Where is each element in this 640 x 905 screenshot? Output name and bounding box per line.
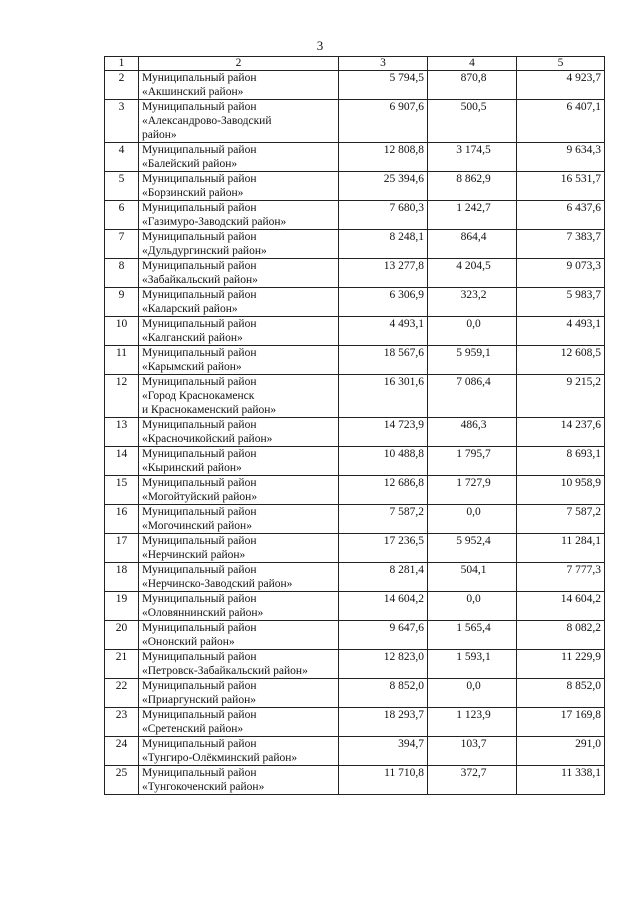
district-name-line: «Калганский район» bbox=[142, 332, 243, 344]
district-name-line: Муниципальный район bbox=[142, 738, 257, 750]
district-name-line: район» bbox=[142, 129, 177, 141]
district-name-line: Муниципальный район bbox=[142, 651, 257, 663]
value-col-4: 870,8 bbox=[428, 71, 517, 100]
value-col-4: 1 565,4 bbox=[428, 621, 517, 650]
district-name-line: Муниципальный район bbox=[142, 72, 257, 84]
district-name-line: Муниципальный район bbox=[142, 318, 257, 330]
value-col-4: 1 727,9 bbox=[428, 476, 517, 505]
value-col-5: 10 958,9 bbox=[517, 476, 605, 505]
value-col-3: 12 823,0 bbox=[339, 650, 428, 679]
district-name-line: «Газимуро-Заводский район» bbox=[142, 216, 287, 228]
district-name bbox=[139, 201, 339, 230]
value-col-4: 1 242,7 bbox=[428, 201, 517, 230]
district-name bbox=[139, 346, 339, 375]
value-col-3: 17 236,5 bbox=[339, 534, 428, 563]
row-number: 17 bbox=[105, 534, 139, 563]
table-row bbox=[105, 201, 605, 230]
row-number: 21 bbox=[105, 650, 139, 679]
value-col-5: 8 082,2 bbox=[517, 621, 605, 650]
page-number: 3 bbox=[316, 38, 324, 53]
district-name-line: Муниципальный район bbox=[142, 564, 257, 576]
row-number: 16 bbox=[105, 505, 139, 534]
value-col-4: 103,7 bbox=[428, 737, 517, 766]
value-col-5: 9 634,3 bbox=[517, 143, 605, 172]
value-col-5: 8 693,1 bbox=[517, 447, 605, 476]
header-cell-4: 4 bbox=[428, 57, 517, 71]
value-col-5: 6 437,6 bbox=[517, 201, 605, 230]
district-name-line: Муниципальный район bbox=[142, 506, 257, 518]
value-col-3: 5 794,5 bbox=[339, 71, 428, 100]
district-name-line: «Тунгиро-Олёкминский район» bbox=[142, 752, 298, 764]
value-col-3: 7 587,2 bbox=[339, 505, 428, 534]
district-name-line: Муниципальный район bbox=[142, 477, 257, 489]
row-number: 19 bbox=[105, 592, 139, 621]
district-name-line: Муниципальный район bbox=[142, 260, 257, 272]
value-col-4: 372,7 bbox=[428, 766, 517, 795]
district-name-line: Муниципальный район bbox=[142, 535, 257, 547]
value-col-4: 3 174,5 bbox=[428, 143, 517, 172]
header-row bbox=[105, 57, 605, 71]
value-col-3: 16 301,6 bbox=[339, 375, 428, 418]
value-col-5: 17 169,8 bbox=[517, 708, 605, 737]
district-name bbox=[139, 418, 339, 447]
district-name-line: «Александрово-Заводский bbox=[142, 115, 272, 127]
value-col-4: 5 959,1 bbox=[428, 346, 517, 375]
value-col-5: 8 852,0 bbox=[517, 679, 605, 708]
table-row bbox=[105, 476, 605, 505]
table-row bbox=[105, 259, 605, 288]
value-col-5: 12 608,5 bbox=[517, 346, 605, 375]
table-row bbox=[105, 143, 605, 172]
value-col-4: 504,1 bbox=[428, 563, 517, 592]
value-col-5: 7 587,2 bbox=[517, 505, 605, 534]
header-cell-3: 3 bbox=[339, 57, 428, 71]
value-col-4: 0,0 bbox=[428, 679, 517, 708]
district-name-line: Муниципальный район bbox=[142, 448, 257, 460]
value-col-5: 5 983,7 bbox=[517, 288, 605, 317]
district-name-line: «Нерчинско-Заводский район» bbox=[142, 578, 293, 590]
table-row bbox=[105, 592, 605, 621]
district-name-line: Муниципальный район bbox=[142, 376, 257, 388]
district-name bbox=[139, 317, 339, 346]
district-name-line: «Борзинский район» bbox=[142, 187, 244, 199]
value-col-5: 9 215,2 bbox=[517, 375, 605, 418]
value-col-5: 9 073,3 bbox=[517, 259, 605, 288]
district-name bbox=[139, 650, 339, 679]
table-row bbox=[105, 737, 605, 766]
district-name-line: Муниципальный район bbox=[142, 202, 257, 214]
table-row bbox=[105, 172, 605, 201]
row-number: 15 bbox=[105, 476, 139, 505]
row-number: 10 bbox=[105, 317, 139, 346]
row-number: 3 bbox=[105, 100, 139, 143]
value-col-5: 6 407,1 bbox=[517, 100, 605, 143]
value-col-3: 14 604,2 bbox=[339, 592, 428, 621]
value-col-4: 0,0 bbox=[428, 317, 517, 346]
district-name bbox=[139, 621, 339, 650]
district-name bbox=[139, 230, 339, 259]
value-col-5: 11 338,1 bbox=[517, 766, 605, 795]
row-number: 23 bbox=[105, 708, 139, 737]
table-row bbox=[105, 563, 605, 592]
table-row bbox=[105, 447, 605, 476]
value-col-3: 6 306,9 bbox=[339, 288, 428, 317]
table-row bbox=[105, 679, 605, 708]
value-col-5: 14 237,6 bbox=[517, 418, 605, 447]
district-name-line: «Ононский район» bbox=[142, 636, 235, 648]
value-col-3: 12 808,8 bbox=[339, 143, 428, 172]
district-name-line: «Сретенский район» bbox=[142, 723, 244, 735]
district-name-line: «Забайкальский район» bbox=[142, 274, 258, 286]
district-name bbox=[139, 766, 339, 795]
table-row bbox=[105, 650, 605, 679]
district-name bbox=[139, 708, 339, 737]
value-col-5: 11 284,1 bbox=[517, 534, 605, 563]
value-col-5: 291,0 bbox=[517, 737, 605, 766]
value-col-3: 6 907,6 bbox=[339, 100, 428, 143]
district-name-line: «Могочинский район» bbox=[142, 520, 252, 532]
district-name-line: «Каларский район» bbox=[142, 303, 238, 315]
district-name bbox=[139, 143, 339, 172]
row-number: 12 bbox=[105, 375, 139, 418]
district-name-line: «Приаргунский район» bbox=[142, 694, 256, 706]
district-name bbox=[139, 288, 339, 317]
value-col-5: 16 531,7 bbox=[517, 172, 605, 201]
row-number: 18 bbox=[105, 563, 139, 592]
district-name bbox=[139, 563, 339, 592]
row-number: 6 bbox=[105, 201, 139, 230]
district-name bbox=[139, 737, 339, 766]
district-name-line: «Петровск-Забайкальский район» bbox=[142, 665, 308, 677]
row-number: 4 bbox=[105, 143, 139, 172]
value-col-3: 4 493,1 bbox=[339, 317, 428, 346]
district-name-line: Муниципальный район bbox=[142, 767, 257, 779]
table-row bbox=[105, 418, 605, 447]
value-col-3: 12 686,8 bbox=[339, 476, 428, 505]
district-name-line: «Акшинский район» bbox=[142, 86, 244, 98]
district-name-line: Муниципальный район bbox=[142, 593, 257, 605]
value-col-3: 7 680,3 bbox=[339, 201, 428, 230]
district-name bbox=[139, 100, 339, 143]
table-row bbox=[105, 230, 605, 259]
district-name bbox=[139, 172, 339, 201]
district-name-line: Муниципальный район bbox=[142, 680, 257, 692]
district-name-line: Муниципальный район bbox=[142, 622, 257, 634]
district-name-line: Муниципальный район bbox=[142, 231, 257, 243]
value-col-5: 7 777,3 bbox=[517, 563, 605, 592]
value-col-4: 1 593,1 bbox=[428, 650, 517, 679]
value-col-4: 323,2 bbox=[428, 288, 517, 317]
value-col-4: 1 795,7 bbox=[428, 447, 517, 476]
value-col-4: 864,4 bbox=[428, 230, 517, 259]
value-col-3: 394,7 bbox=[339, 737, 428, 766]
value-col-4: 7 086,4 bbox=[428, 375, 517, 418]
table-row bbox=[105, 621, 605, 650]
district-name-line: Муниципальный район bbox=[142, 144, 257, 156]
district-name bbox=[139, 476, 339, 505]
table-row bbox=[105, 505, 605, 534]
row-number: 13 bbox=[105, 418, 139, 447]
value-col-3: 14 723,9 bbox=[339, 418, 428, 447]
district-name bbox=[139, 534, 339, 563]
district-name-line: Муниципальный район bbox=[142, 289, 257, 301]
value-col-3: 8 852,0 bbox=[339, 679, 428, 708]
district-name-line: Муниципальный район bbox=[142, 101, 257, 113]
value-col-5: 14 604,2 bbox=[517, 592, 605, 621]
district-name bbox=[139, 375, 339, 418]
value-col-3: 10 488,8 bbox=[339, 447, 428, 476]
district-name bbox=[139, 447, 339, 476]
value-col-4: 1 123,9 bbox=[428, 708, 517, 737]
value-col-3: 13 277,8 bbox=[339, 259, 428, 288]
row-number: 22 bbox=[105, 679, 139, 708]
header-cell-5: 5 bbox=[517, 57, 605, 71]
district-name bbox=[139, 592, 339, 621]
district-name-line: «Дульдургинский район» bbox=[142, 245, 267, 257]
value-col-3: 18 567,6 bbox=[339, 346, 428, 375]
row-number: 5 bbox=[105, 172, 139, 201]
row-number: 2 bbox=[105, 71, 139, 100]
district-name bbox=[139, 679, 339, 708]
table-row bbox=[105, 375, 605, 418]
value-col-4: 8 862,9 bbox=[428, 172, 517, 201]
row-number: 9 bbox=[105, 288, 139, 317]
value-col-3: 8 281,4 bbox=[339, 563, 428, 592]
district-name-line: Муниципальный район bbox=[142, 173, 257, 185]
row-number: 20 bbox=[105, 621, 139, 650]
row-number: 14 bbox=[105, 447, 139, 476]
header-cell-2: 2 bbox=[139, 57, 339, 71]
table-row bbox=[105, 534, 605, 563]
value-col-5: 4 923,7 bbox=[517, 71, 605, 100]
value-col-4: 0,0 bbox=[428, 505, 517, 534]
value-col-3: 9 647,6 bbox=[339, 621, 428, 650]
district-name-line: Муниципальный район bbox=[142, 347, 257, 359]
value-col-3: 25 394,6 bbox=[339, 172, 428, 201]
district-name-line: Муниципальный район bbox=[142, 419, 257, 431]
district-name-line: Муниципальный район bbox=[142, 709, 257, 721]
table-row bbox=[105, 288, 605, 317]
district-name-line: «Город Краснокаменск bbox=[142, 390, 255, 402]
value-col-4: 486,3 bbox=[428, 418, 517, 447]
table-row bbox=[105, 71, 605, 100]
district-name bbox=[139, 71, 339, 100]
district-name bbox=[139, 259, 339, 288]
value-col-5: 4 493,1 bbox=[517, 317, 605, 346]
value-col-3: 18 293,7 bbox=[339, 708, 428, 737]
budget-table bbox=[104, 56, 605, 795]
value-col-4: 500,5 bbox=[428, 100, 517, 143]
value-col-3: 11 710,8 bbox=[339, 766, 428, 795]
table-row bbox=[105, 766, 605, 795]
table-row bbox=[105, 317, 605, 346]
district-name-line: «Оловяннинский район» bbox=[142, 607, 264, 619]
value-col-5: 11 229,9 bbox=[517, 650, 605, 679]
value-col-3: 8 248,1 bbox=[339, 230, 428, 259]
row-number: 24 bbox=[105, 737, 139, 766]
district-name-line: «Балейский район» bbox=[142, 158, 238, 170]
row-number: 25 bbox=[105, 766, 139, 795]
district-name-line: «Кыринский район» bbox=[142, 462, 242, 474]
district-name-line: «Могойтуйский район» bbox=[142, 491, 258, 503]
table-row bbox=[105, 346, 605, 375]
row-number: 8 bbox=[105, 259, 139, 288]
district-name-line: «Красночикойский район» bbox=[142, 433, 273, 445]
row-number: 11 bbox=[105, 346, 139, 375]
table-row bbox=[105, 708, 605, 737]
value-col-5: 7 383,7 bbox=[517, 230, 605, 259]
row-number: 7 bbox=[105, 230, 139, 259]
header-cell-1: 1 bbox=[105, 57, 139, 71]
table-row bbox=[105, 100, 605, 143]
value-col-4: 4 204,5 bbox=[428, 259, 517, 288]
district-name-line: и Краснокаменский район» bbox=[142, 404, 277, 416]
value-col-4: 0,0 bbox=[428, 592, 517, 621]
district-name-line: «Карымский район» bbox=[142, 361, 242, 373]
district-name-line: «Нерчинский район» bbox=[142, 549, 246, 561]
district-name-line: «Тунгокоченский район» bbox=[142, 781, 265, 793]
value-col-4: 5 952,4 bbox=[428, 534, 517, 563]
district-name bbox=[139, 505, 339, 534]
